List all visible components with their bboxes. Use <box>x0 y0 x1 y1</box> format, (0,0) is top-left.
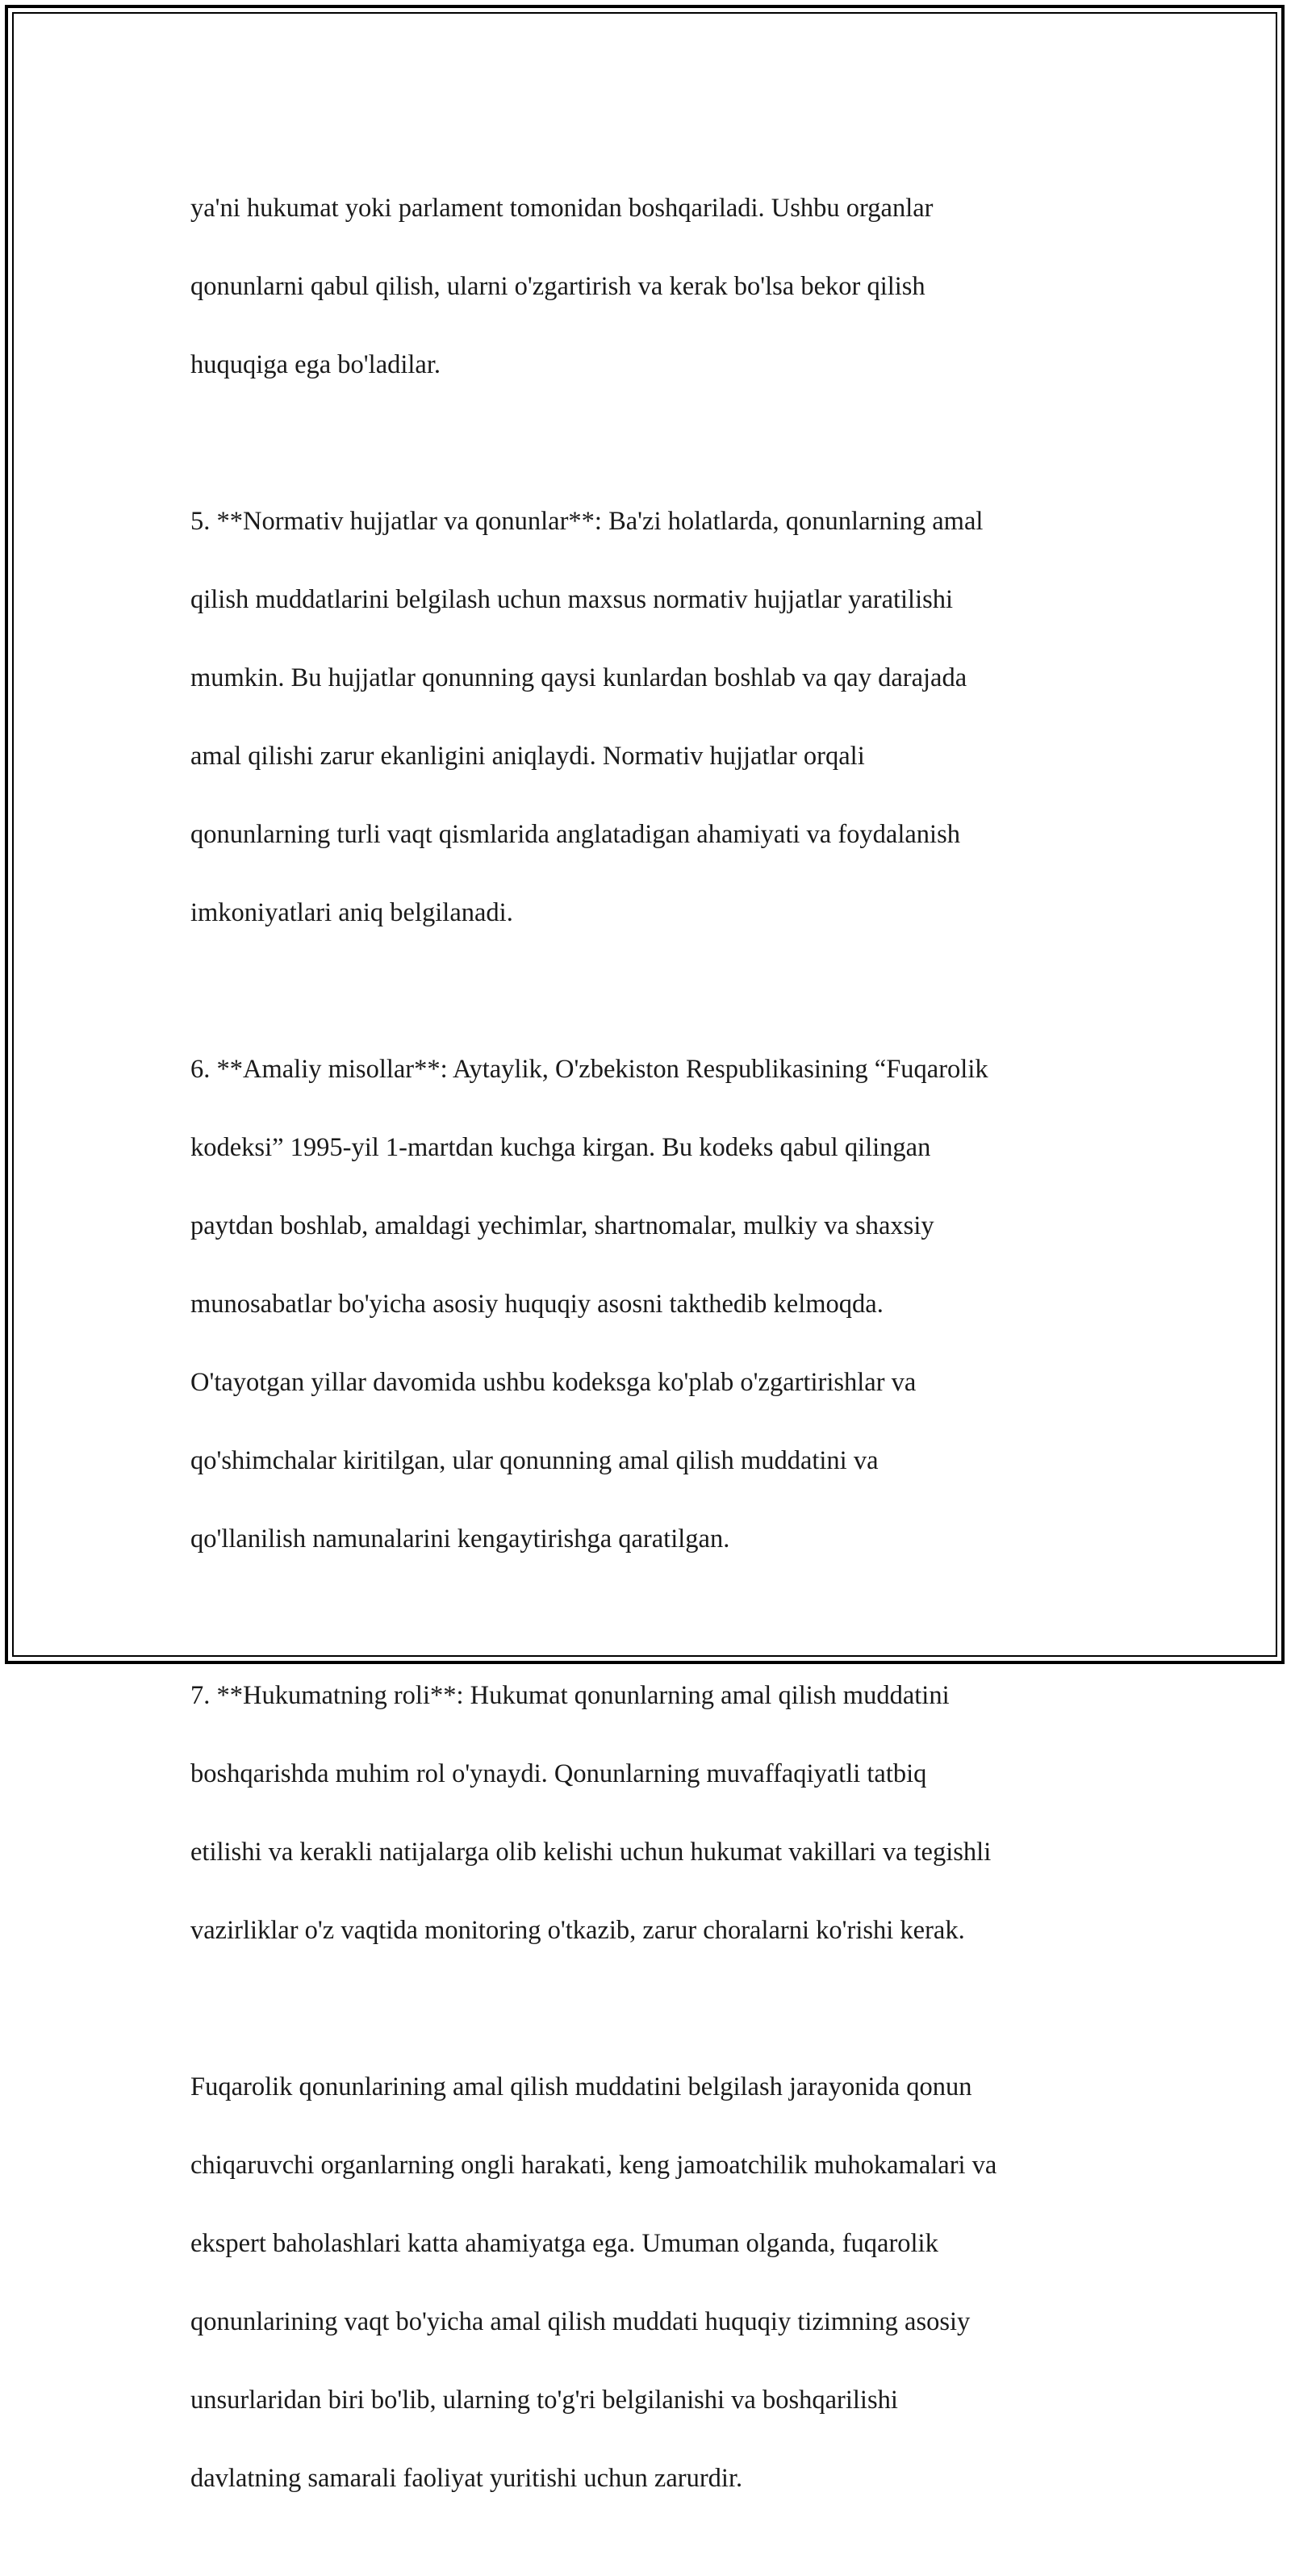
paragraph-item-7 <box>190 1637 1134 1989</box>
text-line: unsurlaridan biri bo'lib, ularning to'g'ri belgilanishi va boshqarilishi <box>190 2385 898 2415</box>
text-line: amal qilishi zarur ekanligini aniqlaydi. Normativ hujjatlar orqali <box>190 741 865 771</box>
text-line: boshqarishda muhim rol o'ynaydi. Qonunlarning muvaffaqiyatli tatbiq <box>190 1758 927 1788</box>
paragraph-conclusion <box>190 2028 1134 2537</box>
text-line: qonunlarni qabul qilish, ularni o'zgartirish va kerak bo'lsa bekor qilish <box>190 271 925 301</box>
text-line: paytdan boshlab, amaldagi yechimlar, shartnomalar, mulkiy va shaxsiy <box>190 1211 934 1240</box>
text-line: munosabatlar bo'yicha asosiy huquqiy asosni takthedib kelmoqda. <box>190 1289 884 1319</box>
document-body <box>190 149 1134 2576</box>
text-line: kodeksi” 1995-yil 1-martdan kuchga kirgan. Bu kodeks qabul qilingan <box>190 1132 931 1162</box>
text-line: ekspert baholashlari katta ahamiyatga ega. Umuman olganda, fuqarolik <box>190 2228 938 2258</box>
text-line: davlatning samarali faoliyat yuritishi uchun zarurdir. <box>190 2463 743 2493</box>
text-line: qonunlarining vaqt bo'yicha amal qilish muddati huquqiy tizimning asosiy <box>190 2306 971 2336</box>
text-line: 6. **Amaliy misollar**: Aytaylik, O'zbekiston Respublikasining “Fuqarolik <box>190 1054 988 1084</box>
paragraph-item-6 <box>190 1010 1134 1598</box>
text-line: vazirliklar o'z vaqtida monitoring o'tkazib, zarur choralarni ko'rishi kerak. <box>190 1915 965 1945</box>
text-line: huquqiga ega bo'ladilar. <box>190 349 441 379</box>
text-line: imkoniyatlari aniq belgilanadi. <box>190 897 513 927</box>
text-line: mumkin. Bu hujjatlar qonunning qaysi kunlardan boshlab va qay darajada <box>190 663 967 692</box>
text-line: 5. **Normativ hujjatlar va qonunlar**: Ba'zi holatlarda, qonunlarning amal <box>190 506 984 536</box>
text-line: 7. **Hukumatning roli**: Hukumat qonunlarning amal qilish muddatini <box>190 1680 950 1710</box>
text-line: ya'ni hukumat yoki parlament tomonidan boshqariladi. Ushbu organlar <box>190 193 934 223</box>
text-line: qo'llanilish namunalarini kengaytirishga qaratilgan. <box>190 1524 730 1554</box>
paragraph-item-5 <box>190 462 1134 972</box>
text-line: qilish muddatlarini belgilash uchun maxsus normativ hujjatlar yaratilishi <box>190 584 954 614</box>
text-line: qonunlarning turli vaqt qismlarida anglatadigan ahamiyati va foydalanish <box>190 819 960 849</box>
paragraph-continuation <box>190 149 1134 424</box>
text-line: chiqaruvchi organlarning ongli harakati, keng jamoatchilik muhokamalari va <box>190 2150 997 2180</box>
text-line: Fuqarolik qonunlarining amal qilish muddatini belgilash jarayonida qonun <box>190 2072 972 2101</box>
text-line: etilishi va kerakli natijalarga olib kelishi uchun hukumat vakillari va tegishli <box>190 1837 992 1867</box>
text-line: qo'shimchalar kiritilgan, ular qonunning amal qilish muddatini va <box>190 1445 879 1475</box>
text-line: O'tayotgan yillar davomida ushbu kodeksga ko'plab o'zgartirishlar va <box>190 1367 917 1397</box>
